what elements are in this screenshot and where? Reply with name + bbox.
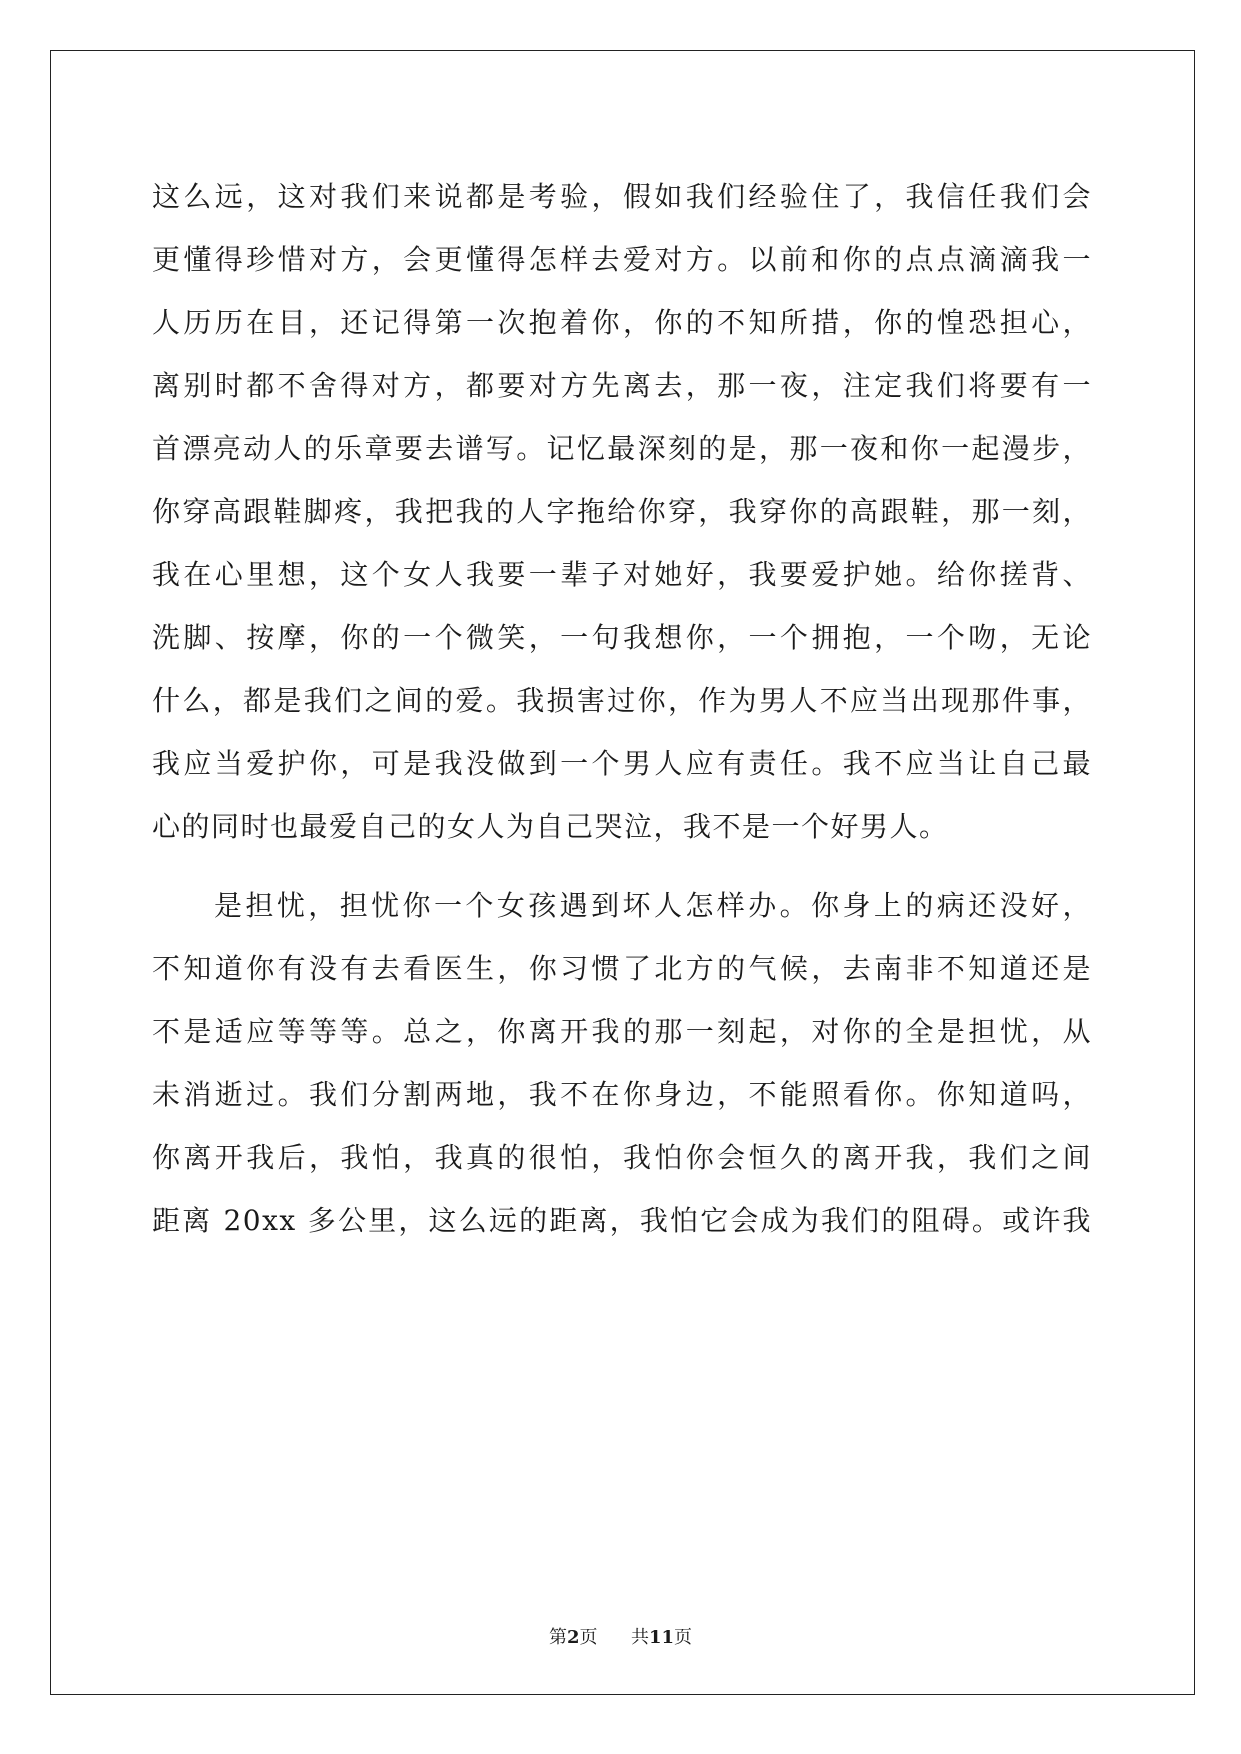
page-footer bbox=[0, 1623, 1241, 1649]
paragraph-2 bbox=[152, 874, 1092, 1252]
total-suffix: 页 bbox=[674, 1627, 693, 1648]
page-number-label bbox=[549, 1627, 603, 1648]
text-line: 你离开我后，我怕，我真的很怕，我怕你会恒久的离开我，我们之间 bbox=[152, 1141, 1092, 1174]
text-line: 距离 20xx 多公里，这么远的距离，我怕它会成为我们的阻碍。或许我 bbox=[152, 1204, 1092, 1237]
text-line: 不是适应等等等。总之，你离开我的那一刻起，对你的全是担忧，从 bbox=[152, 1015, 1092, 1048]
paragraph-gap bbox=[152, 858, 1092, 874]
page-number: 2 bbox=[566, 1627, 580, 1648]
text-line: 首漂亮动人的乐章要去谱写。记忆最深刻的是，那一夜和你一起漫步， bbox=[152, 432, 1092, 465]
text-line: 洗脚、按摩，你的一个微笑，一句我想你，一个拥抱，一个吻，无论 bbox=[152, 621, 1092, 654]
text-line: 更懂得珍惜对方，会更懂得怎样去爱对方。以前和你的点点滴滴我一 bbox=[152, 243, 1092, 276]
text-line: 离别时都不舍得对方，都要对方先离去，那一夜，注定我们将要有一 bbox=[152, 369, 1092, 402]
page-suffix: 页 bbox=[579, 1627, 598, 1648]
text-line: 人历历在目，还记得第一次抱着你，你的不知所措，你的惶恐担心， bbox=[152, 306, 1092, 339]
text-line: 什么，都是我们之间的爱。我损害过你，作为男人不应当出现那件事， bbox=[152, 684, 1092, 717]
text-line: 我在心里想，这个女人我要一辈子对她好，我要爱护她。给你搓背、 bbox=[152, 558, 1092, 591]
page-prefix: 第 bbox=[548, 1627, 567, 1648]
total-prefix: 共 bbox=[630, 1627, 649, 1648]
total-pages: 11 bbox=[648, 1627, 675, 1648]
text-line: 未消逝过。我们分割两地，我不在你身边，不能照看你。你知道吗， bbox=[152, 1078, 1092, 1111]
text-line: 不知道你有没有去看医生，你习惯了北方的气候，去南非不知道还是 bbox=[152, 952, 1092, 985]
text-line: 心的同时也最爱自己的女人为自己哭泣，我不是一个好男人。 bbox=[152, 810, 949, 843]
document-body bbox=[152, 165, 1092, 1252]
text-line: 我应当爱护你，可是我没做到一个男人应有责任。我不应当让自己最 bbox=[152, 747, 1092, 780]
text-line: 这么远，这对我们来说都是考验，假如我们经验住了，我信任我们会 bbox=[152, 180, 1092, 213]
paragraph-1 bbox=[152, 165, 1092, 858]
text-line: 是担忧，担忧你一个女孩遇到坏人怎样办。你身上的病还没好， bbox=[214, 889, 1092, 922]
text-line: 你穿高跟鞋脚疼，我把我的人字拖给你穿，我穿你的高跟鞋，那一刻， bbox=[152, 495, 1092, 528]
total-pages-label bbox=[631, 1627, 692, 1648]
